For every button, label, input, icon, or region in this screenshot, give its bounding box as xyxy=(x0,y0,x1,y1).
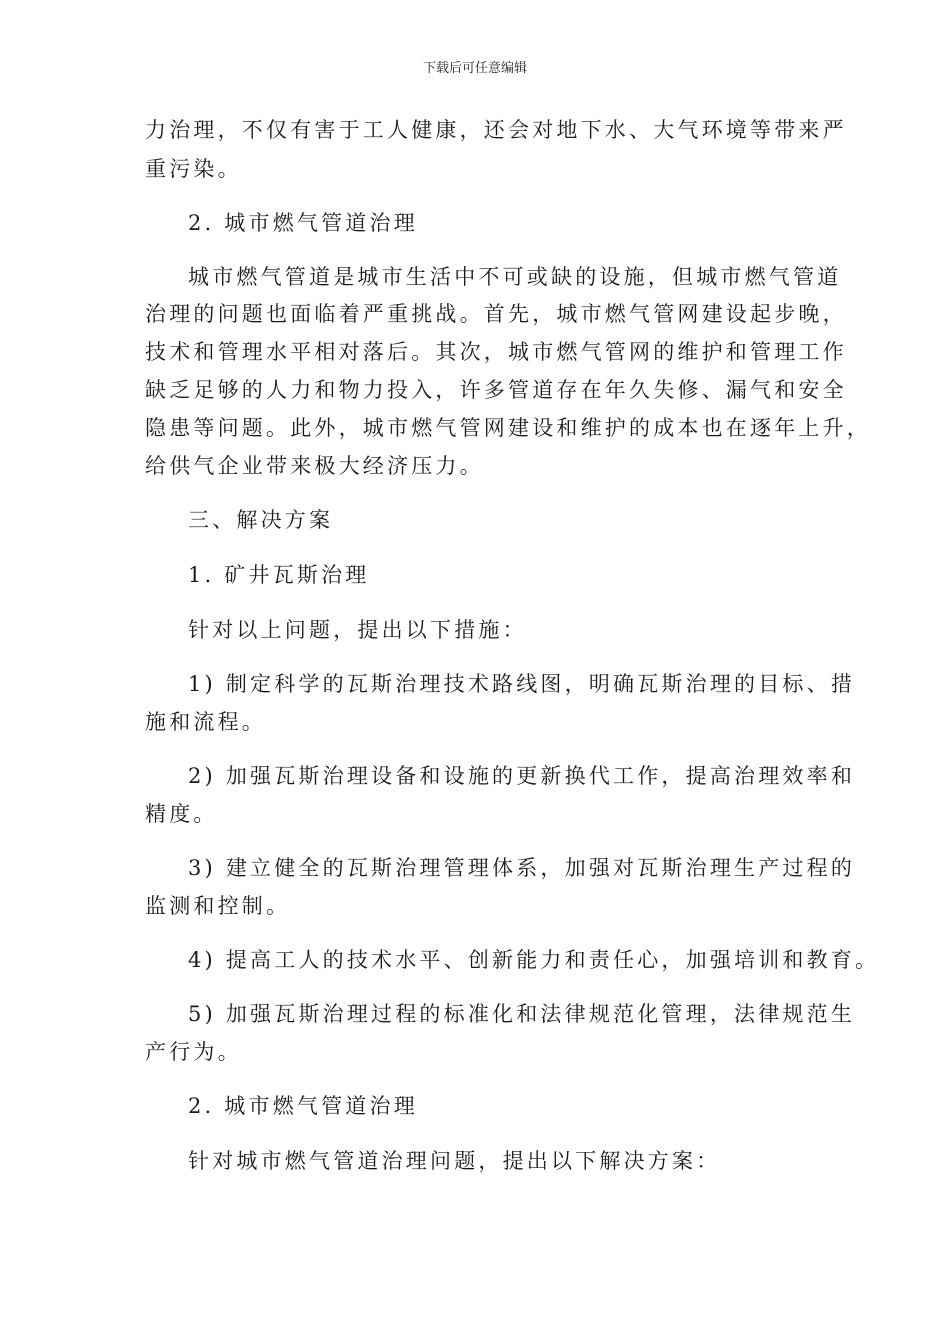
list-item-line: 1) 制定科学的瓦斯治理技术路线图，明确瓦斯治理的目标、措 xyxy=(188,672,856,696)
paragraph-line: 技术和管理水平相对落后。其次，城市燃气管网的维护和管理工作 xyxy=(145,340,847,364)
list-item-line: 5) 加强瓦斯治理过程的标准化和法律规范化管理，法律规范生 xyxy=(188,1002,856,1026)
list-item-line: 精度。 xyxy=(145,802,218,826)
list-item-line: 2) 加强瓦斯治理设备和设施的更新换代工作，提高治理效率和 xyxy=(188,764,856,788)
paragraph-line: 城市燃气管道是城市生活中不可或缺的设施，但城市燃气管道 xyxy=(188,265,842,289)
page-header: 下载后可任意编辑 xyxy=(422,61,527,76)
paragraph-line: 缺乏足够的人力和物力投入，许多管道存在年久失修、漏气和安全 xyxy=(145,378,847,402)
paragraph-line: 针对城市燃气管道治理问题，提出以下解决方案： xyxy=(188,1149,721,1173)
list-item-line: 产行为。 xyxy=(145,1040,242,1064)
section-heading: 2. 城市燃气管道治理 xyxy=(188,211,418,235)
text-line: 力治理，不仅有害于工人健康，还会对地下水、大气环境等带来严 xyxy=(145,118,847,142)
list-item-line: 4) 提高工人的技术水平、创新能力和责任心，加强培训和教育。 xyxy=(188,948,880,972)
list-item-line: 3) 建立健全的瓦斯治理管理体系，加强对瓦斯治理生产过程的 xyxy=(188,856,856,880)
chapter-heading: 三、解决方案 xyxy=(188,508,334,532)
paragraph-line: 隐患等问题。此外，城市燃气管网建设和维护的成本也在逐年上升， xyxy=(145,416,871,440)
paragraph-line: 针对以上问题，提出以下措施： xyxy=(188,618,527,642)
text-line: 重污染。 xyxy=(145,157,242,181)
section-heading: 2. 城市燃气管道治理 xyxy=(188,1094,418,1118)
paragraph-line: 治理的问题也面临着严重挑战。首先，城市燃气管网建设起步晚， xyxy=(145,302,847,326)
paragraph-line: 给供气企业带来极大经济压力。 xyxy=(145,454,484,478)
section-heading: 1. 矿井瓦斯治理 xyxy=(188,563,370,587)
list-item-line: 施和流程。 xyxy=(145,710,266,734)
list-item-line: 监测和控制。 xyxy=(145,894,291,918)
